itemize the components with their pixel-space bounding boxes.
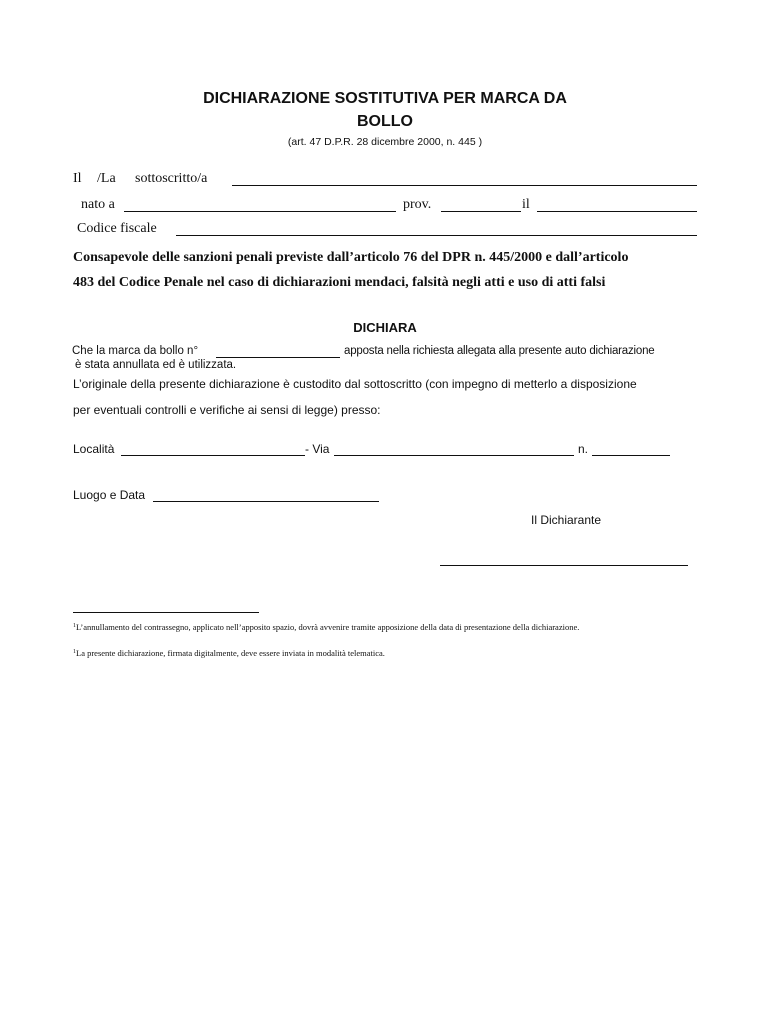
consapevole-line1: Consapevole delle sanzioni penali previste dall’articolo 76 del DPR n. 445/2000 e dall’articolo [73, 250, 629, 265]
civic-number-input-line[interactable] [592, 455, 670, 456]
footnote-1-marker: 1 [73, 623, 76, 629]
luogo-data-input-line[interactable] [153, 501, 379, 502]
codice-fiscale-label: Codice fiscale [77, 221, 157, 236]
via-label: - Via [305, 442, 330, 456]
signature-line[interactable] [440, 565, 688, 566]
footnote-1-text: L’annullamento del contrassegno, applicato nell’apposito spazio, dovrà avvenire tramite apposizione della data di presentazione della dichiarazione. [76, 622, 580, 632]
localita-input-line[interactable] [121, 455, 305, 456]
consapevole-line2: 483 del Codice Penale nel caso di dichiarazioni mendaci, falsità negli atti e uso di atti falsi [73, 275, 606, 290]
n-label: n. [578, 442, 589, 456]
prov-label: prov. [403, 197, 432, 212]
date-input-line[interactable] [537, 211, 697, 212]
luogo-data-label: Luogo e Data [73, 488, 146, 502]
originale-line2: per eventuali controlli e verifiche ai sensi di legge) presso: [73, 403, 381, 417]
footnote-1 [73, 622, 685, 633]
marca-number-input-line[interactable] [216, 357, 340, 358]
marca-suffix: apposta nella richiesta allegata alla presente auto dichiarazione [344, 345, 655, 357]
marca-prefix: Che la marca da bollo n° [72, 345, 199, 357]
footnote-separator [73, 612, 259, 613]
il-label: Il [73, 171, 82, 186]
document-title-line2: BOLLO [357, 113, 413, 130]
via-input-line[interactable] [334, 455, 574, 456]
sottoscritto-label: sottoscritto/a [135, 171, 208, 186]
document-subtitle: (art. 47 D.P.R. 28 dicembre 2000, n. 445 ) [287, 136, 483, 148]
footnote-2-marker: 1 [73, 649, 76, 655]
prov-input-line[interactable] [441, 211, 521, 212]
document-title-line1: DICHIARAZIONE SOSTITUTIVA PER MARCA DA [203, 90, 567, 107]
dichiarante-label: Il Dichiarante [531, 513, 602, 527]
originale-line1: L’originale della presente dichiarazione è custodito dal sottoscritto (con impegno di metterlo a disposizione [73, 377, 637, 391]
il-date-label: il [522, 197, 530, 212]
la-label: /La [97, 171, 116, 186]
nato-a-input-line[interactable] [124, 211, 396, 212]
sottoscritto-input-line[interactable] [232, 185, 697, 186]
codice-fiscale-input-line[interactable] [176, 235, 697, 236]
localita-label: Località [73, 442, 115, 456]
annullata-text: è stata annullata ed è utilizzata. [75, 359, 237, 371]
nato-a-label: nato a [81, 197, 115, 212]
dichiara-heading: DICHIARA [353, 320, 417, 335]
footnote-2 [73, 648, 685, 659]
footnote-2-text: La presente dichiarazione, firmata digitalmente, deve essere inviata in modalità telematica. [76, 648, 385, 658]
